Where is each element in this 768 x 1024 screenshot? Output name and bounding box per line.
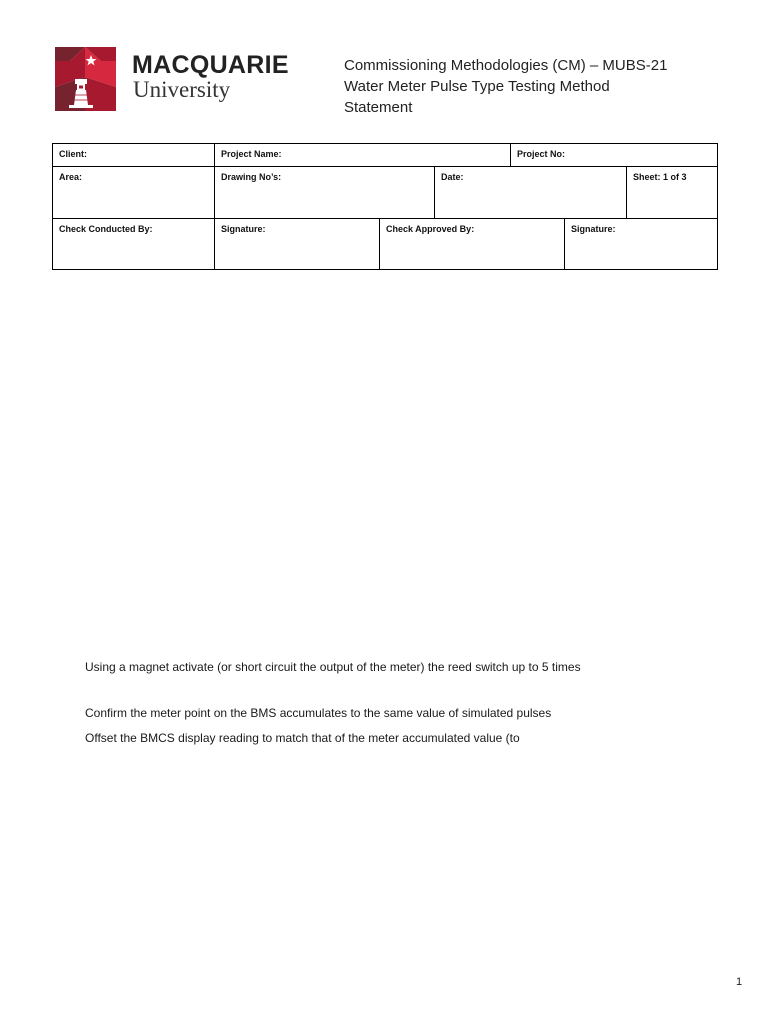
instruction-paragraph-2: Confirm the meter point on the BMS accumulates to the same value of simulated pulses xyxy=(85,706,552,720)
sheet-cell: Sheet: 1 of 3 xyxy=(633,172,687,182)
check-conducted-by-cell[interactable]: Check Conducted By: xyxy=(53,219,215,269)
university-logo xyxy=(55,47,290,112)
project-info-table xyxy=(52,143,718,270)
logo-name-line1: MACQUARIE xyxy=(132,51,289,79)
lighthouse-crest-icon xyxy=(55,47,116,111)
project-no-cell[interactable]: Project No: xyxy=(517,149,566,159)
page-number: 1 xyxy=(736,976,743,988)
table-row xyxy=(53,144,717,167)
area-cell[interactable]: Area: xyxy=(53,167,215,218)
date-cell[interactable]: Date: xyxy=(435,167,627,218)
document-title xyxy=(344,55,734,118)
instruction-paragraph-3: Offset the BMCS display reading to match that of the meter accumulated value (to xyxy=(85,731,520,745)
signature-cell-1[interactable]: Signature: xyxy=(215,219,380,269)
check-approved-by-cell[interactable]: Check Approved By: xyxy=(380,219,565,269)
title-line-3: Statement xyxy=(344,99,413,116)
project-name-cell[interactable]: Project Name: xyxy=(215,144,511,166)
logo-name-line2: University xyxy=(133,77,231,102)
table-row xyxy=(53,219,717,269)
client-cell[interactable]: Client: xyxy=(53,144,215,166)
title-line-1: Commissioning Methodologies (CM) – MUBS-21 xyxy=(344,57,668,74)
title-line-2: Water Meter Pulse Type Testing Method xyxy=(344,78,610,95)
signature-cell-2[interactable]: Signature: xyxy=(571,224,616,234)
table-row xyxy=(53,167,717,219)
drawing-nos-cell[interactable]: Drawing No’s: xyxy=(215,167,435,218)
instruction-paragraph-1: Using a magnet activate (or short circuit the output of the meter) the reed switch up to 5 times xyxy=(85,660,581,674)
